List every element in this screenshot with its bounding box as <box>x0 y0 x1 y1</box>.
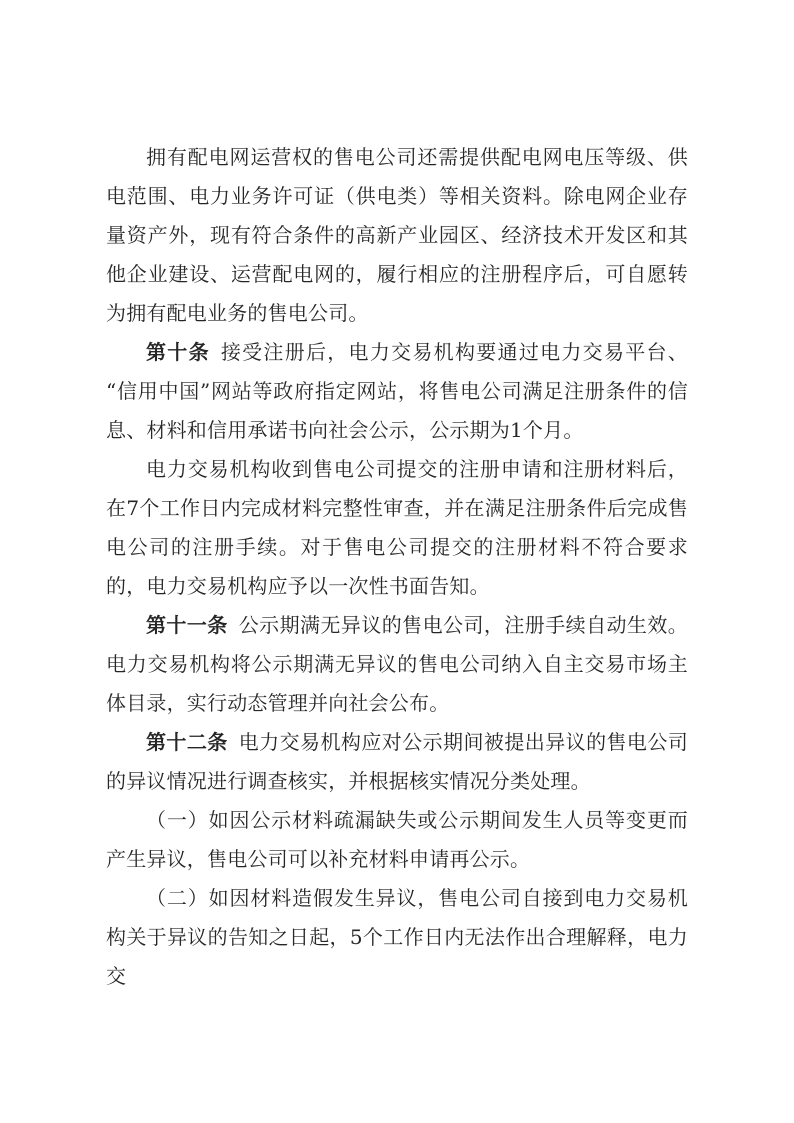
paragraph <box>106 450 688 606</box>
paragraph <box>106 333 688 450</box>
paragraph-text: 接受注册后，电力交易机构要通过电力交易平台、“信用中国”网站等政府指定网站，将售电公司满足注册条件的信息、材料和信用承诺书向社会公示，公示期为1个月。 <box>106 340 688 442</box>
paragraph <box>106 606 688 723</box>
paragraph <box>106 879 688 996</box>
paragraph-text: （一）如因公示材料疏漏缺失或公示期间发生人员等变更而产生异议，售电公司可以补充材料申请再公示。 <box>106 808 688 871</box>
paragraph-text: 公示期满无异议的售电公司，注册手续自动生效。电力交易机构将公示期满无异议的售电公司纳入自主交易市场主体目录，实行动态管理并向社会公布。 <box>106 613 688 715</box>
paragraph <box>106 801 688 879</box>
paragraph-text: 电力交易机构收到售电公司提交的注册申请和注册材料后，在7个工作日内完成材料完整性审查，并在满足注册条件后完成售电公司的注册手续。对于售电公司提交的注册材料不符合要求的，电力交易机构应予以一次性书面告知。 <box>106 457 688 598</box>
article-number: 第十二条 <box>146 730 228 754</box>
paragraph <box>106 723 688 801</box>
paragraph-text: 拥有配电网运营权的售电公司还需提供配电网电压等级、供电范围、电力业务许可证（供电类）等相关资料。除电网企业存量资产外，现有符合条件的高新产业园区、经济技术开发区和其他企业建设、运营配电网的，履行相应的注册程序后，可自愿转为拥有配电业务的售电公司。 <box>106 145 688 325</box>
paragraph-text: （二）如因材料造假发生异议，售电公司自接到电力交易机构关于异议的告知之日起，5个工作日内无法作出合理解释，电力交 <box>106 886 688 988</box>
article-number: 第十条 <box>146 340 210 364</box>
paragraph <box>106 138 688 333</box>
document-body <box>106 138 688 996</box>
paragraph-text: 电力交易机构应对公示期间被提出异议的售电公司的异议情况进行调查核实，并根据核实情况分类处理。 <box>106 730 688 793</box>
article-number: 第十一条 <box>146 613 228 637</box>
